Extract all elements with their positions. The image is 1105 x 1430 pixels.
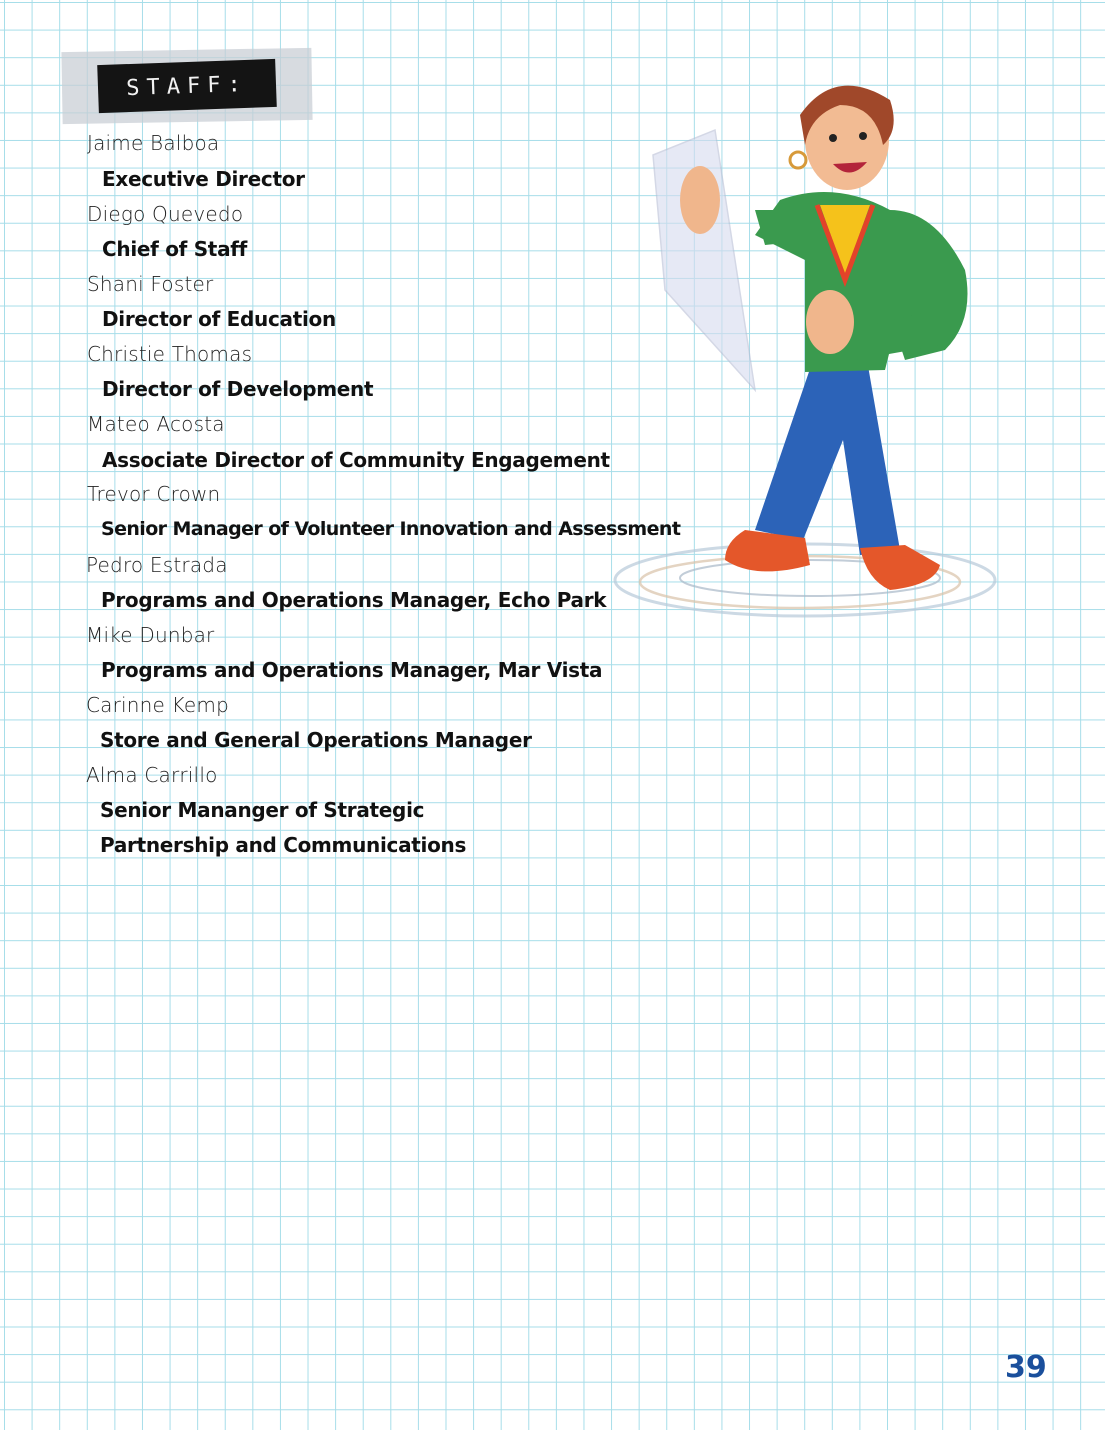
staff-name: Mike Dunbar bbox=[86, 623, 215, 647]
staff-role: Senior Manager of Volunteer Innovation and Assessment bbox=[101, 518, 681, 540]
staff-role: Chief of Staff bbox=[102, 237, 248, 261]
staff-name: Alma Carrillo bbox=[86, 763, 218, 787]
staff-role: Store and General Operations Manager bbox=[100, 728, 532, 752]
staff-role: Director of Education bbox=[102, 307, 336, 331]
staff-name: Diego Quevedo bbox=[87, 202, 244, 226]
page-number: 39 bbox=[1005, 1350, 1047, 1385]
staff-name: Trevor Crown bbox=[87, 482, 221, 506]
staff-name: Pedro Estrada bbox=[86, 553, 228, 577]
staff-heading: STAFF: bbox=[97, 59, 277, 113]
staff-name: Shani Foster bbox=[87, 272, 214, 296]
staff-role-continued: Partnership and Communications bbox=[100, 833, 467, 857]
staff-role: Senior Mananger of Strategic bbox=[100, 798, 425, 822]
staff-name: Carinne Kemp bbox=[86, 693, 230, 717]
cutout-figure-illustration bbox=[605, 60, 1005, 630]
staff-name: Jaime Balboa bbox=[87, 131, 220, 155]
staff-role: Director of Development bbox=[102, 377, 374, 401]
staff-role: Associate Director of Community Engagement bbox=[102, 448, 610, 472]
staff-name: Christie Thomas bbox=[87, 342, 253, 366]
staff-name: Mateo Acosta bbox=[87, 412, 225, 436]
staff-role: Programs and Operations Manager, Mar Vista bbox=[101, 658, 603, 682]
staff-role: Programs and Operations Manager, Echo Park bbox=[101, 588, 607, 612]
staff-role: Executive Director bbox=[102, 167, 305, 191]
